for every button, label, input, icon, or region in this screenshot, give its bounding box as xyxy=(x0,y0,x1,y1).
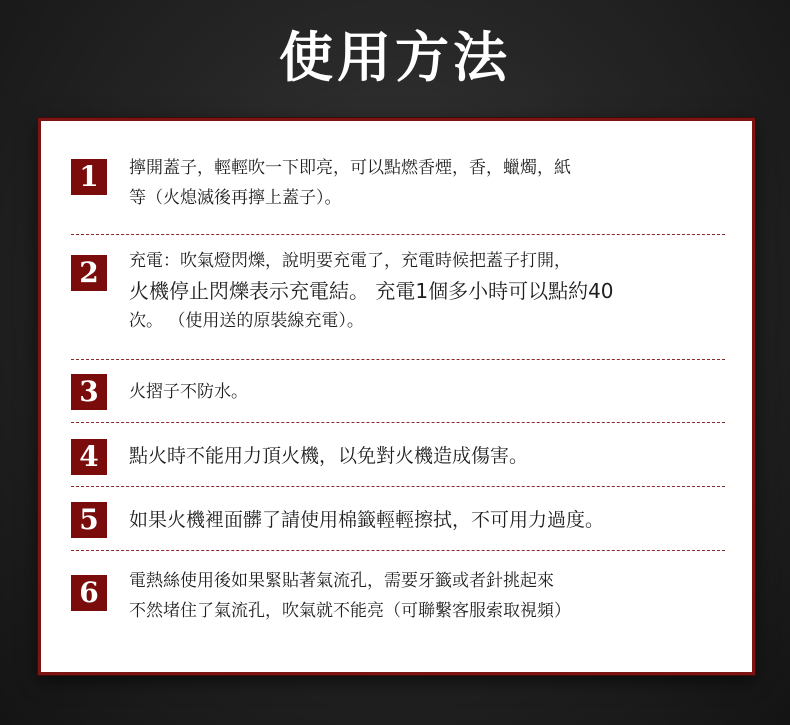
step-5-number: 5 xyxy=(71,502,107,538)
step-4-text xyxy=(129,441,729,471)
step-3-text xyxy=(129,377,729,407)
step-2-line-2: 火機停止閃爍表示充電結。 充電1個多小時可以點約40 xyxy=(129,279,614,303)
step-4-line-1: 點火時不能用力頂火機，以免對火機造成傷害。 xyxy=(129,445,529,467)
instructions-card xyxy=(38,118,755,675)
step-2-line-3: 次。 （使用送的原裝線充電）。 xyxy=(129,311,364,331)
step-6-line-2: 不然堵住了氣流孔，吹氣就不能亮（可聯繫客服索取視頻） xyxy=(129,601,571,621)
divider-5 xyxy=(71,550,725,551)
divider-1 xyxy=(71,234,725,235)
step-1-text xyxy=(129,153,729,213)
page-title: 使用方法 xyxy=(279,26,511,89)
step-1-number: 1 xyxy=(71,159,107,195)
step-5-line-1: 如果火機裡面髒了請使用棉籤輕輕擦拭，不可用力過度。 xyxy=(129,509,605,531)
step-1-line-1: 擰開蓋子，輕輕吹一下即亮，可以點燃香煙，香，蠟燭，紙 xyxy=(129,158,571,178)
step-6-number: 6 xyxy=(71,575,107,611)
step-2-text xyxy=(129,246,729,336)
step-6-text xyxy=(129,566,729,626)
step-2-number: 2 xyxy=(71,255,107,291)
divider-4 xyxy=(71,486,725,487)
step-3-line-1: 火摺子不防水。 xyxy=(129,382,248,402)
step-4-number: 4 xyxy=(71,439,107,475)
step-3-number: 3 xyxy=(71,374,107,410)
step-1-line-2: 等（火熄滅後再擰上蓋子）。 xyxy=(129,188,342,208)
step-6-line-1: 電熱絲使用後如果緊貼著氣流孔，需要牙籤或者針挑起來 xyxy=(129,571,554,591)
divider-3 xyxy=(71,422,725,423)
divider-2 xyxy=(71,359,725,360)
step-5-text xyxy=(129,505,729,535)
step-2-line-1: 充電：吹氣燈閃爍，說明要充電了，充電時候把蓋子打開， xyxy=(129,251,571,271)
